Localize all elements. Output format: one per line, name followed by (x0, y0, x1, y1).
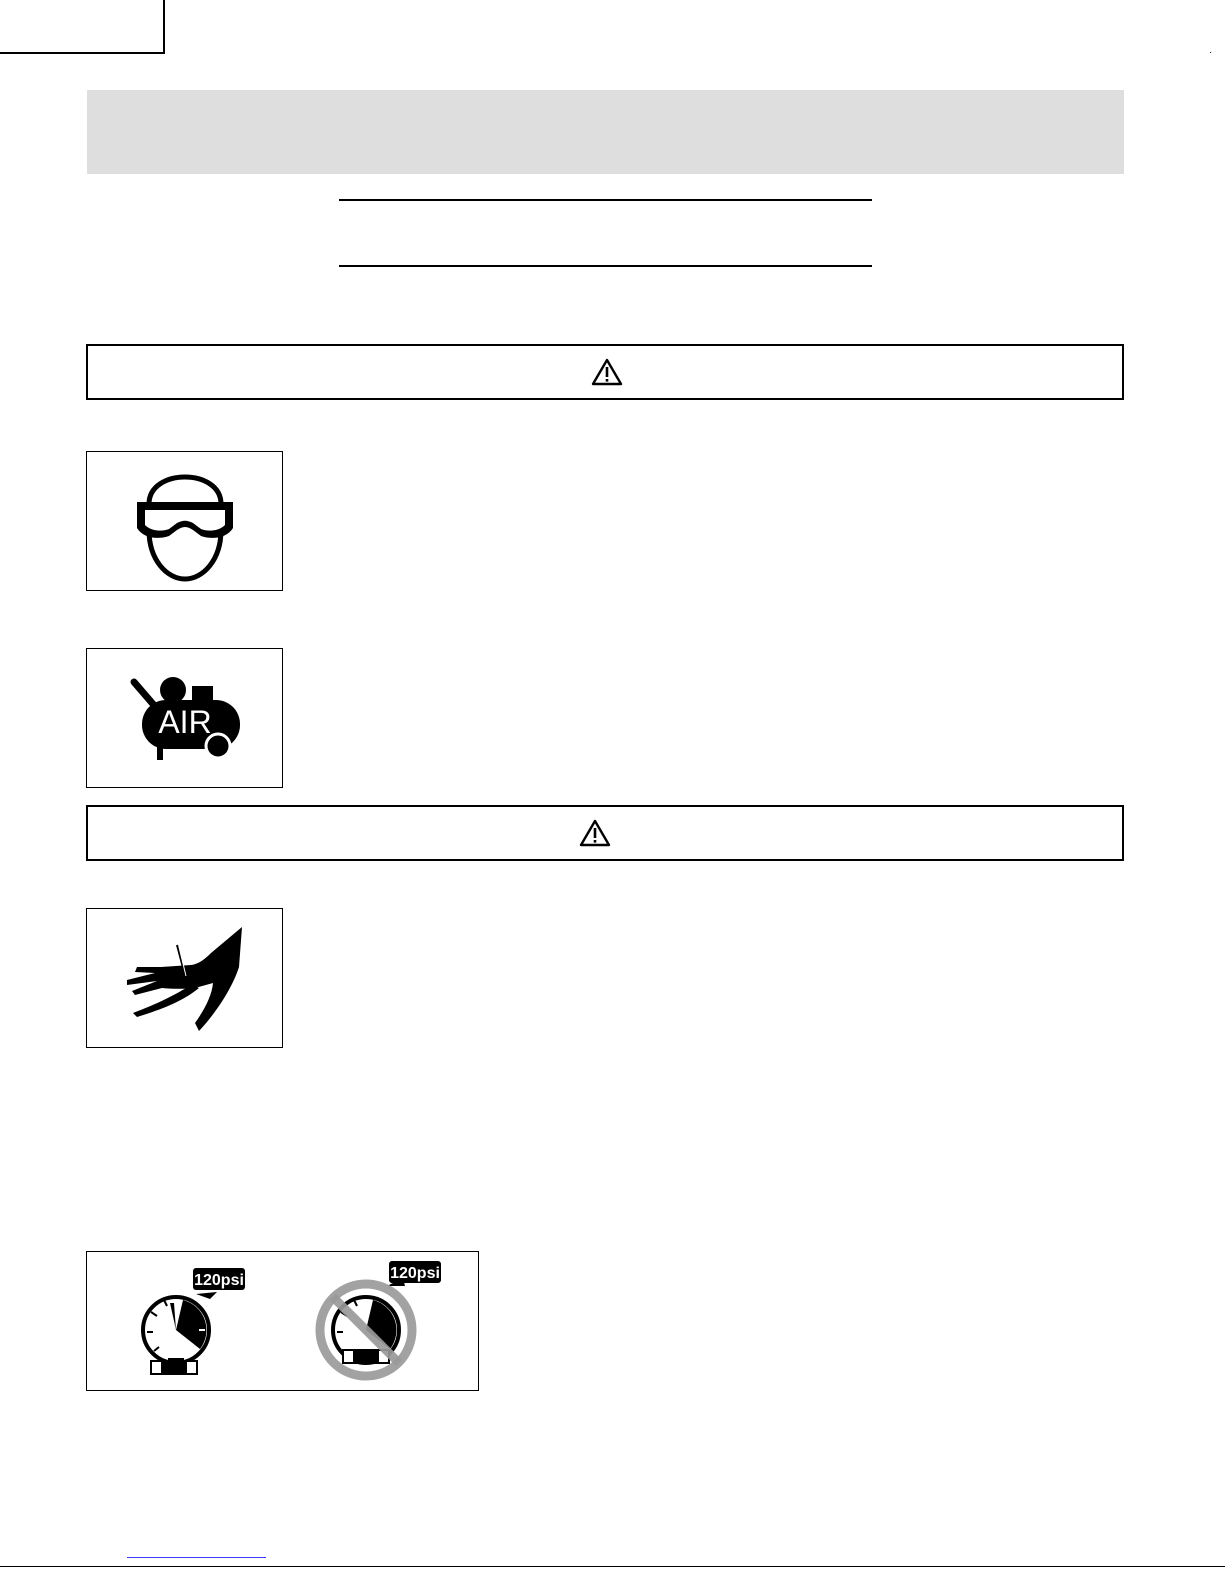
air-compressor-icon (87, 649, 282, 787)
pressure-icon-box (86, 1251, 479, 1391)
air-source-icon-box (86, 648, 283, 788)
hand-puncture-icon (87, 909, 282, 1047)
warning-triangle-icon (579, 819, 611, 847)
eye-protection-icon-box (86, 451, 283, 591)
warning-triangle-icon (591, 358, 623, 386)
title-rule-bottom (339, 265, 872, 267)
link-underline (127, 1557, 266, 1558)
header-band (87, 90, 1124, 174)
edge-mark: · (1209, 47, 1213, 58)
title-rule-top (339, 199, 872, 201)
pressure-gauge-icon (143, 1268, 245, 1374)
injury-icon-box (86, 908, 283, 1048)
warning-banner-1 (86, 344, 1124, 400)
corner-tab (0, 0, 165, 54)
footer-rule (0, 1566, 1225, 1567)
pressure-gauges-icon (87, 1252, 478, 1390)
prohibited-pressure-gauge-icon (320, 1261, 441, 1376)
safety-goggles-face-icon (87, 452, 282, 590)
pressure-ok-label: 120psi (194, 1272, 244, 1289)
pressure-prohibited-label: 120psi (390, 1265, 440, 1282)
air-label: AIR (158, 704, 212, 740)
warning-banner-2 (86, 805, 1124, 861)
